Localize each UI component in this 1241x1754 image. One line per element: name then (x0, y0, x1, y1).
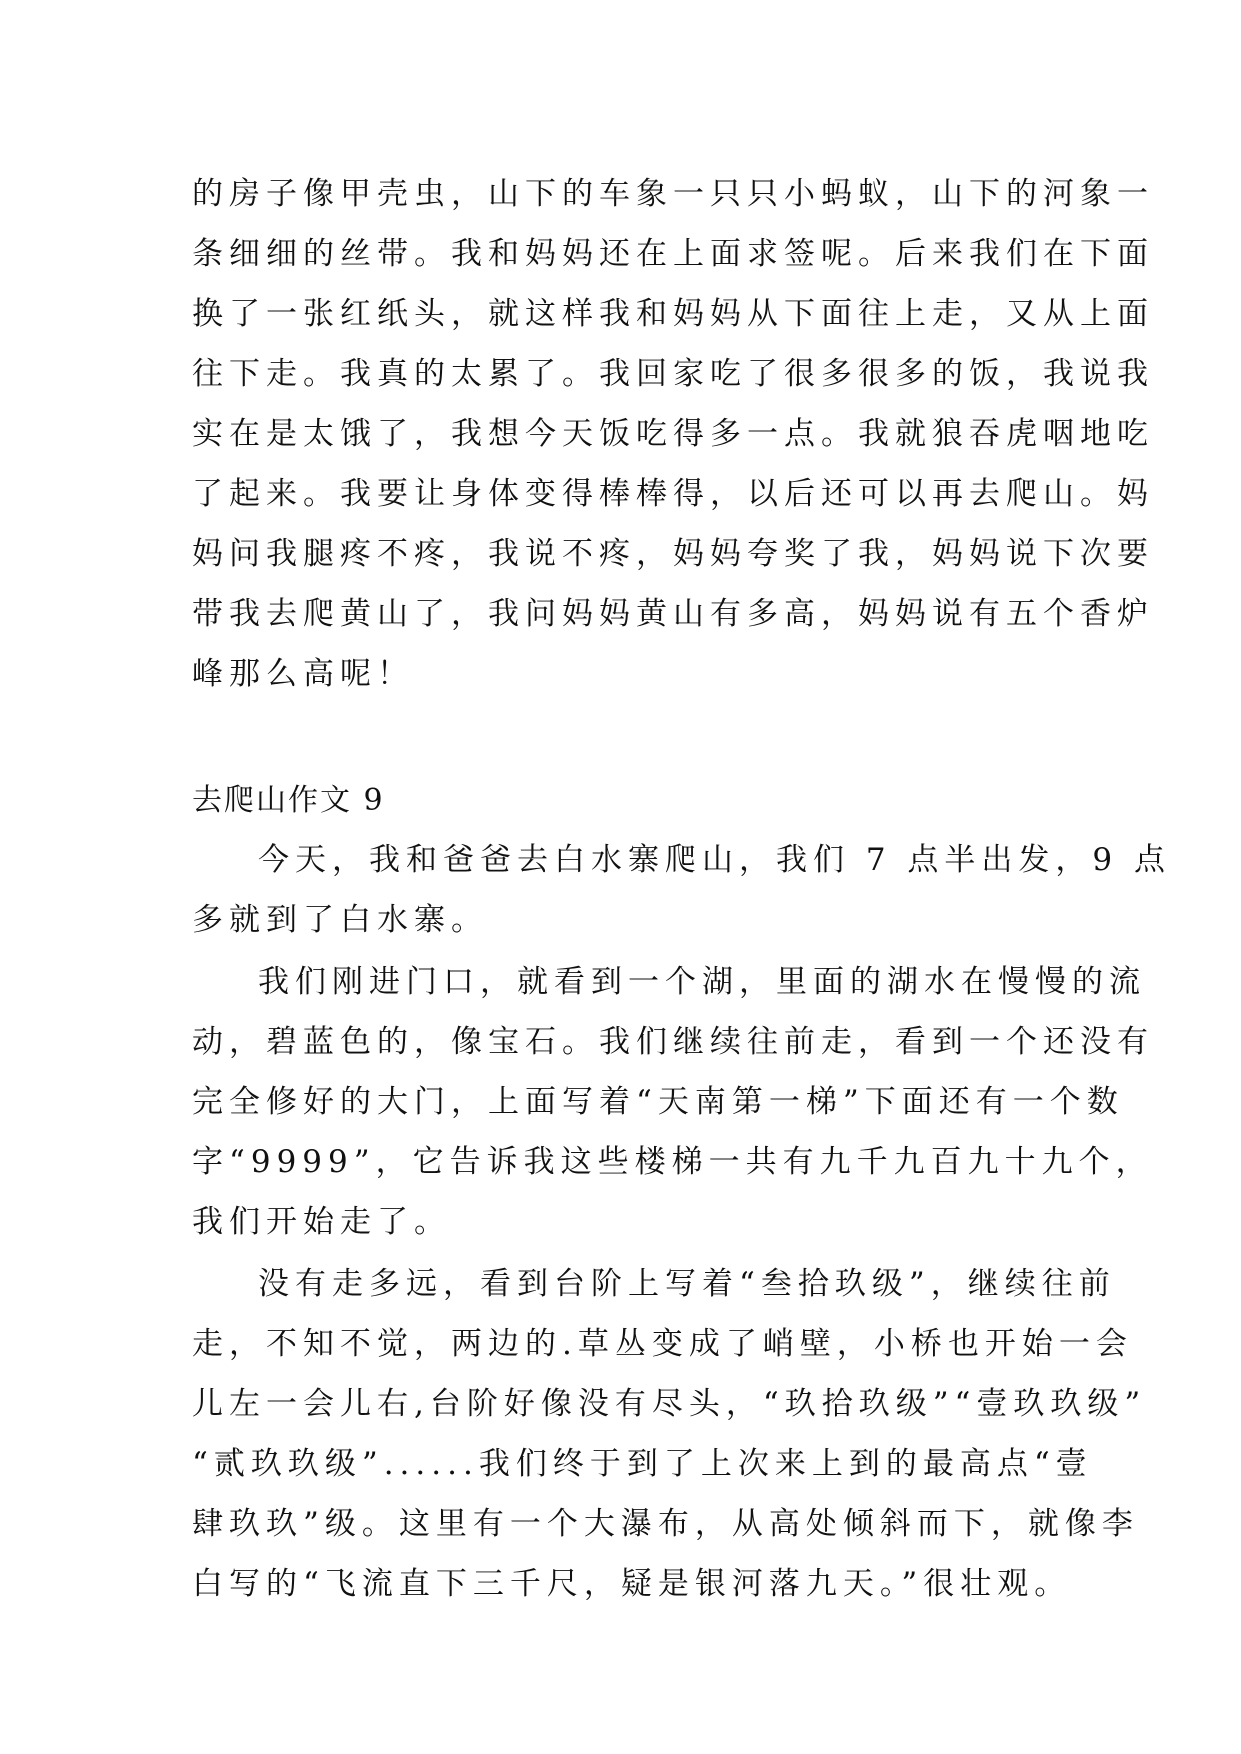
paragraph-3 (192, 1254, 1147, 1614)
text-line: 动，碧蓝色的，像宝石。我们继续往前走，看到一个还没有 (192, 1024, 1154, 1060)
text-line: 我们刚进门口，就看到一个湖，里面的湖水在慢慢的流 (258, 964, 1146, 1000)
text-line: 没有走多远，看到台阶上写着“叁拾玖级”，继续往前 (258, 1266, 1116, 1302)
text-line: 字“9999”，它告诉我这些楼梯一共有九千九百九十九个， (192, 1144, 1153, 1180)
text-line: 换了一张红纸头，就这样我和妈妈从下面往上走，又从上面 (192, 296, 1154, 332)
text-line: 峰那么高呢！ (192, 656, 414, 692)
continued-paragraph (192, 164, 1154, 704)
text-line: 往下走。我真的太累了。我回家吃了很多很多的饭，我说我 (192, 356, 1154, 392)
text-line: 今天，我和爸爸去白水寨爬山，我们 7 点半出发，9 点 (258, 842, 1172, 878)
text-line: 肆玖玖”级。这里有一个大瀑布，从高处倾斜而下，就像李 (192, 1506, 1139, 1542)
text-line: 多就到了白水寨。 (192, 902, 488, 938)
text-line: 走，不知不觉，两边的.草丛变成了峭壁，小桥也开始一会 (192, 1326, 1133, 1362)
document-page (192, 164, 1172, 1614)
essay-title: 去爬山作文 9 (192, 783, 385, 818)
text-line: 儿左一会儿右,台阶好像没有尽头，“玖拾玖级”“壹玖玖级” (192, 1386, 1147, 1422)
text-line: 的房子像甲壳虫，山下的车象一只只小蚂蚁，山下的河象一 (192, 176, 1154, 212)
text-line: 我们开始走了。 (192, 1204, 451, 1240)
text-line: 条细细的丝带。我和妈妈还在上面求签呢。后来我们在下面 (192, 236, 1154, 272)
paragraph-2 (192, 952, 1154, 1252)
text-line: 完全修好的大门，上面写着“天南第一梯”下面还有一个数 (192, 1084, 1124, 1120)
text-line: 白写的“飞流直下三千尺，疑是银河落九天。”很壮观。 (192, 1566, 1072, 1602)
text-line: 带我去爬黄山了，我问妈妈黄山有多高，妈妈说有五个香炉 (192, 596, 1154, 632)
text-line: “贰玖玖级”......我们终于到了上次来上到的最高点“壹 (192, 1446, 1093, 1482)
text-line: 妈问我腿疼不疼，我说不疼，妈妈夸奖了我，妈妈说下次要 (192, 536, 1154, 572)
text-line: 实在是太饿了，我想今天饭吃得多一点。我就狼吞虎咽地吃 (192, 416, 1154, 452)
paragraph-1 (192, 830, 1172, 950)
text-line: 了起来。我要让身体变得棒棒得，以后还可以再去爬山。妈 (192, 476, 1154, 512)
